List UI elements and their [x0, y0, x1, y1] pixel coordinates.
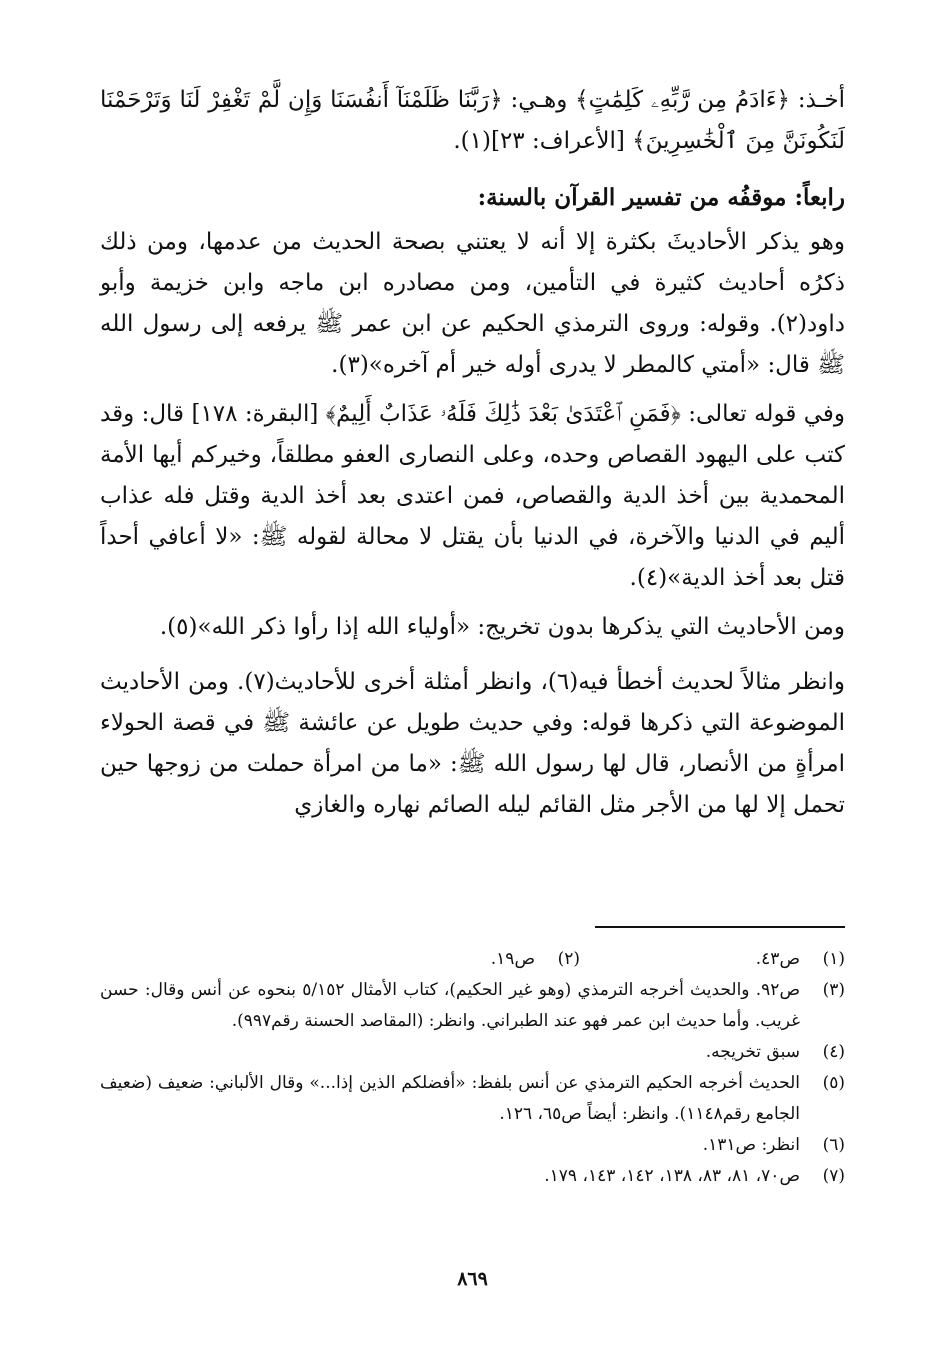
footnote-text: ص٤٣.: [755, 949, 800, 969]
footnotes: [100, 944, 845, 1192]
footnote-number: (٣): [822, 980, 845, 1000]
footnote-text: ص١٩.: [490, 949, 535, 969]
footnote-divider: [595, 926, 845, 928]
footnote-text: ص٩٢. والحديث أخرجه الترمذي (وهو غير الحكيم)، كتاب الأمثال ٥/١٥٢ بنحوه عن أنس وقال: حسن غريب. وأما حديث ابن عمر فهو عند الطبراني. وانظر: (المقاصد الحسنة رقم٩٩٧).: [100, 980, 800, 1031]
paragraph-1: أخـذ: ﴿ءَادَمُ مِن رَّبِّهِۦ كَلِمَٰتٍ﴾ وهـي: ﴿رَبَّنَا ظَلَمْنَآ أَنفُسَنَا وَإِن لَّمْ تَغْفِرْ لَنَا وَتَرْحَمْنَا لَنَكُونَنَّ مِنَ ٱلْخَٰسِرِينَ﴾ [الأعراف: ٢٣](١).: [100, 87, 845, 154]
footnote-number: (٦): [822, 1135, 845, 1155]
main-text: [100, 80, 845, 826]
paragraph-3: وفي قوله تعالى: ﴿فَمَنِ ٱعْتَدَىٰ بَعْدَ ذَٰلِكَ فَلَهُۥ عَذَابٌ أَلِيمٌ﴾ [البقرة: ١٧٨] قال: وقد كتب على اليهود القصاص وحده، وعلى النصارى العفو مطلقاً، وخيركم أيها الأمة المحمدية بين أخذ الدية والقصاص، فمن اعتدى بعد أخذ الدية وقتل فله عذاب أليم في الدنيا والآخرة، في الدنيا بأن يقتل لا محالة لقوله ﷺ: «لا أعافي أحداً قتل بعد أخذ الدية»(٤).: [100, 401, 846, 591]
footnote-4: [100, 1037, 845, 1068]
footnote-5: [100, 1068, 845, 1130]
paragraph-2: وهو يذكر الأحاديثَ بكثرة إلا أنه لا يعتني بصحة الحديث من عدمها، ومن ذلك ذكرُه أحاديث كثيرة في التأمين، ومن مصادره ابن ماجه وابن خزيمة وأبو داود(٢). وقوله: وروى الترمذي الحكيم عن ابن عمر ﷺ يرفعه إلى رسول الله ﷺ قال: «أمتي كالمطر لا يدرى أوله خير أم آخره»(٣).: [100, 229, 845, 378]
footnote-number: (١): [822, 949, 845, 969]
footnote-text: سبق تخريجه.: [705, 1042, 800, 1062]
paragraph-4: ومن الأحاديث التي يذكرها بدون تخريج: «أولياء الله إذا رأوا ذكر الله»(٥).: [159, 614, 845, 640]
paragraph-5: وانظر مثالاً لحديث أخطأ فيه(٦)، وانظر أمثلة أخرى للأحاديث(٧). ومن الأحاديث الموضوعة التي ذكرها قوله: وفي حديث طويل عن عائشة ﷺ في قصة الحولاء امرأةٍ من الأنصار، قال لها رسول الله ﷺ: «ما من امرأة حملت من زوجها حين تحمل إلا لها من الأجر مثل القائم ليله الصائم نهاره والغازي: [100, 669, 845, 818]
footnote-text: انظر: ص١٣١.: [702, 1135, 800, 1155]
footnote-3: [100, 975, 845, 1037]
footnote-number: (٤): [822, 1042, 845, 1062]
footnote-7: [100, 1161, 845, 1192]
page-number: ٨٦٩: [457, 1268, 488, 1290]
footnote-text: ص٧٠، ٨١، ٨٣، ١٣٨، ١٤٢، ١٤٣، ١٧٩.: [544, 1166, 800, 1186]
footnote-6: [100, 1130, 845, 1161]
page: [100, 80, 846, 1290]
footnote-number: (٥): [822, 1073, 845, 1093]
footnote-number: (٧): [822, 1166, 845, 1186]
footnote-number: (٢): [557, 949, 580, 969]
footnote-1: [580, 944, 845, 975]
section-heading: رابعاً: موقفُه من تفسير القرآن بالسنة:: [477, 184, 845, 211]
footnote-row: [100, 944, 845, 975]
footnote-2: [315, 944, 580, 975]
footnote-text: الحديث أخرجه الحكيم الترمذي عن أنس بلفظ: «أفضلكم الذين إذا...» وقال الألباني: ضعيف (ضعيف الجامع رقم١١٤٨). وانظر: أيضاً ص٦٥، ١٢٦.: [100, 1073, 800, 1124]
